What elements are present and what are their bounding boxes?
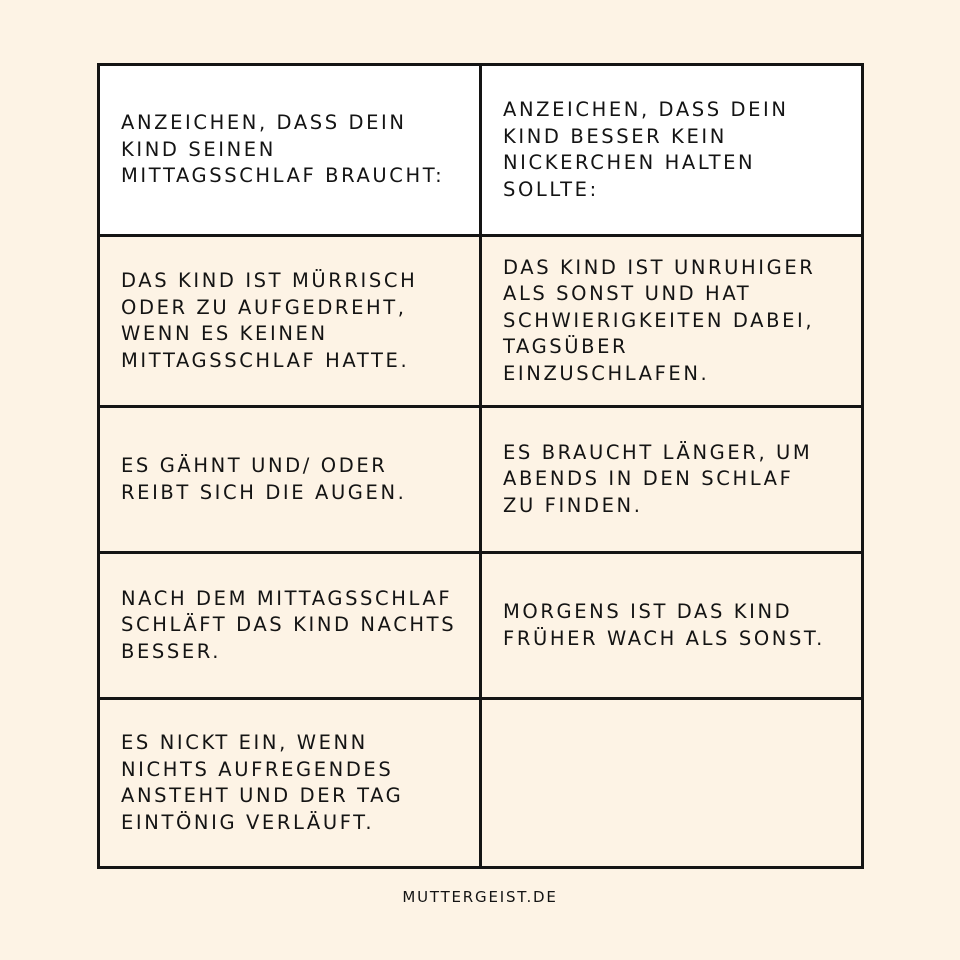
header-label-no-nap: ANZEICHEN, DASS DEIN KIND BESSER KEIN NICKERCHEN HALTEN SOLLTE: xyxy=(503,98,789,201)
sign-text: ES NICKT EIN, WENN NICHTS AUFREGENDES ANSTEHT UND DER TAG EINTÖNIG VERLÄUFT. xyxy=(121,731,404,834)
table-cell-needs-nap-1 xyxy=(100,237,482,408)
header-cell-needs-nap xyxy=(100,66,482,237)
sign-text: ES GÄHNT UND/ ODER REIBT SICH DIE AUGEN. xyxy=(121,454,407,504)
table-cell-needs-nap-4 xyxy=(100,700,482,866)
sign-text: ES BRAUCHT LÄNGER, UM ABENDS IN DEN SCHLAF ZU FINDEN. xyxy=(503,440,813,517)
table-cell-empty xyxy=(482,700,861,866)
table-cell-needs-nap-2 xyxy=(100,408,482,554)
header-cell-no-nap xyxy=(482,66,861,237)
table-cell-no-nap-1 xyxy=(482,237,861,408)
table-cell-no-nap-2 xyxy=(482,408,861,554)
sign-text: DAS KIND IST UNRUHIGER ALS SONST UND HAT SCHWIERIGKEITEN DABEI, TAGSÜBER EINZUSCHLAFEN. xyxy=(503,255,816,385)
comparison-table xyxy=(97,63,864,869)
table-cell-no-nap-3 xyxy=(482,554,861,700)
sign-text: NACH DEM MITTAGSSCHLAF SCHLÄFT DAS KIND NACHTS BESSER. xyxy=(121,586,457,663)
table-cell-needs-nap-3 xyxy=(100,554,482,700)
header-label-needs-nap: ANZEICHEN, DASS DEIN KIND SEINEN MITTAGSSCHLAF BRAUCHT: xyxy=(121,111,445,188)
footer-site-label: MUTTERGEIST.DE xyxy=(402,888,558,906)
sign-text: DAS KIND IST MÜRRISCH ODER ZU AUFGEDREHT, WENN ES KEINEN MITTAGSSCHLAF HATTE. xyxy=(121,269,418,372)
sign-text: MORGENS IST DAS KIND FRÜHER WACH ALS SONST. xyxy=(503,600,825,650)
